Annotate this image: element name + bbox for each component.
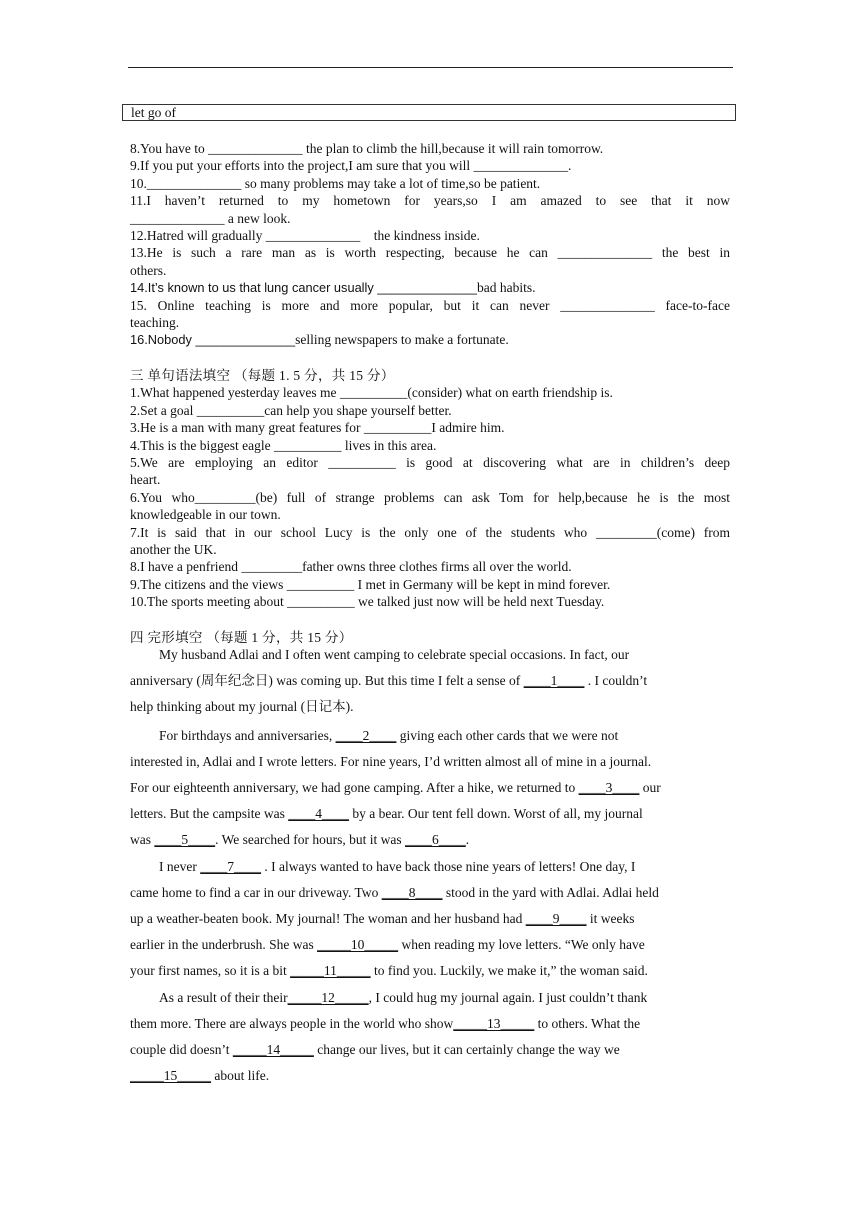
grammar-q8: 8.I have a penfriend _________father owns three clothes firms all over the world.: [130, 559, 572, 575]
cloze-p2-line-5: was ____5____. We searched for hours, but it was ____6____.: [130, 832, 470, 848]
cloze-p1-line-1: My husband Adlai and I often went camping to celebrate special occasions. In fact, our: [159, 646, 630, 662]
question-14: 14.It’s known to us that lung cancer usually ______________bad habits.: [130, 280, 536, 296]
question-16-tail: selling newspapers to make a fortunate.: [295, 332, 509, 348]
cloze-p1-line-2: anniversary (周年纪念日) was coming up. But this time I felt a sense of ____1____ . I couldn’t: [130, 673, 648, 689]
cloze-p3-line-5: your first names, so it is a bit _____11_____ to find you. Luckily, we make it,” the woman said.: [130, 963, 648, 979]
cloze-p4-line-2: them more. There are always people in the world who show_____13_____ to others. What the: [130, 1015, 641, 1031]
grammar-q1: 1.What happened yesterday leaves me __________(consider) what on earth friendship is.: [130, 385, 613, 401]
question-12: 12.Hatred will gradually ______________ the kindness inside.: [130, 228, 480, 244]
question-8: 8.You have to ______________ the plan to climb the hill,because it will rain tomorrow.: [130, 141, 604, 156]
question-13-line-1: 13.He is such a rare man as is worth respecting, because he can ______________ the best in: [130, 245, 730, 261]
cloze-p3-line-4: earlier in the underbrush. She was _____10_____ when reading my love letters. “We only have: [130, 937, 645, 953]
cloze-p2-line-1: For birthdays and anniversaries, ____2____ giving each other cards that we were not: [159, 727, 619, 743]
cloze-p4-line-3: couple did doesn’t _____14_____ change our lives, but it can certainly change the way we: [130, 1042, 620, 1058]
blank-14: _____14_____: [232, 1042, 314, 1058]
cloze-p1-line-3: help thinking about my journal (日记本).: [130, 699, 354, 715]
question-10: 10.______________ so many problems may take a lot of time,so be patient.: [130, 175, 541, 191]
question-14-text: It’s known to us that lung cancer usually ______________: [147, 280, 477, 296]
grammar-q9: 9.The citizens and the views __________ I met in Germany will be kept in mind forever.: [130, 576, 611, 592]
blank-9: ____9____: [525, 911, 587, 926]
cloze-p3-line-2: came home to find a car in our driveway. Two ____8____ stood in the yard with Adlai. Adlai held: [130, 884, 659, 900]
blank-2: ____2____: [335, 727, 397, 743]
section-4-heading: 四 完形填空 （每题 1 分，共 15 分）: [130, 629, 353, 645]
blank-3: ____3____: [578, 779, 640, 795]
header-rule: [128, 67, 733, 68]
grammar-q5-line-2: heart.: [130, 472, 161, 488]
grammar-q6-line-2: knowledgeable in our town.: [130, 507, 281, 523]
cloze-p2-line-2: interested in, Adlai and I wrote letters. For nine years, I’d written almost all of mine in a journal.: [130, 753, 652, 769]
word-bank-box: [122, 104, 736, 121]
cloze-p4-line-1: As a result of their their_____12_____, I could hug my journal again. I just couldn’t thank: [159, 989, 648, 1005]
cloze-p2-line-4: letters. But the campsite was ____4____ by a bear. Our tent fell down. Worst of all, my journal: [130, 806, 643, 822]
blank-11: _____11_____: [290, 963, 371, 979]
blank-4: ____4____: [288, 806, 349, 822]
grammar-q2: 2.Set a goal __________can help you shape yourself better.: [130, 402, 452, 418]
cloze-p3-line-1: I never ____7____ . I always wanted to have back those nine years of letters! One day, I: [159, 858, 636, 874]
grammar-q7-line-1: 7.It is said that in our school Lucy is the only one of the students who _________(come) from: [130, 524, 730, 540]
blank-15: _____15_____: [130, 1068, 211, 1084]
cloze-p3-line-3: up a weather-beaten book. My journal! The woman and her husband had ____9____ it weeks: [130, 911, 635, 926]
grammar-q5-line-1: 5.We are employing an editor __________ is good at discovering what are in children’s deep: [130, 454, 730, 470]
question-9: 9.If you put your efforts into the project,I am sure that you will ______________.: [130, 158, 572, 174]
grammar-q3: 3.He is a man with many great features for __________I admire him.: [130, 420, 505, 436]
cloze-p4-line-4: _____15_____ about life.: [130, 1068, 270, 1084]
blank-7: ____7____: [200, 858, 261, 874]
grammar-q7-line-2: another the UK.: [130, 541, 217, 557]
blank-12: _____12_____: [287, 989, 369, 1005]
blank-6: ____6____: [405, 832, 466, 848]
cloze-p2-line-3: For our eighteenth anniversary, we had gone camping. After a hike, we returned to ____3____ our: [130, 779, 661, 795]
question-16: [130, 331, 730, 348]
blank-5: ____5____: [154, 832, 216, 848]
blank-10: _____10_____: [317, 937, 399, 953]
section-3-heading: 三 单句语法填空 （每题 1. 5 分，共 15 分）: [130, 367, 395, 383]
grammar-q6-line-1: 6.You who_________(be) full of strange problems can ask Tom for help,because he is the most: [130, 489, 730, 505]
question-16-text: 16.Nobody ______________: [130, 332, 296, 348]
grammar-q10: 10.The sports meeting about __________ we talked just now will be held next Tuesday.: [130, 594, 605, 610]
question-11-line-1: 11.I haven’t returned to my hometown for years,so I am amazed to see that it now: [130, 193, 730, 209]
blank-13: _____13_____: [453, 1015, 535, 1031]
exercise-content: [130, 140, 730, 1089]
grammar-q4: 4.This is the biggest eagle __________ lives in this area.: [130, 437, 437, 453]
question-11-line-2: ______________ a new look.: [130, 210, 291, 226]
blank-8: ____8____: [381, 884, 443, 900]
blank-1: ____1____: [523, 673, 585, 689]
question-14-tail: bad habits.: [476, 280, 536, 296]
word-bank-option: let go of: [131, 105, 176, 120]
question-15-line-1: 15. Online teaching is more and more popular, but it can never ______________ face-to-face: [130, 297, 730, 313]
question-15-line-2: teaching.: [130, 315, 180, 331]
question-13-line-2: others.: [130, 262, 167, 278]
